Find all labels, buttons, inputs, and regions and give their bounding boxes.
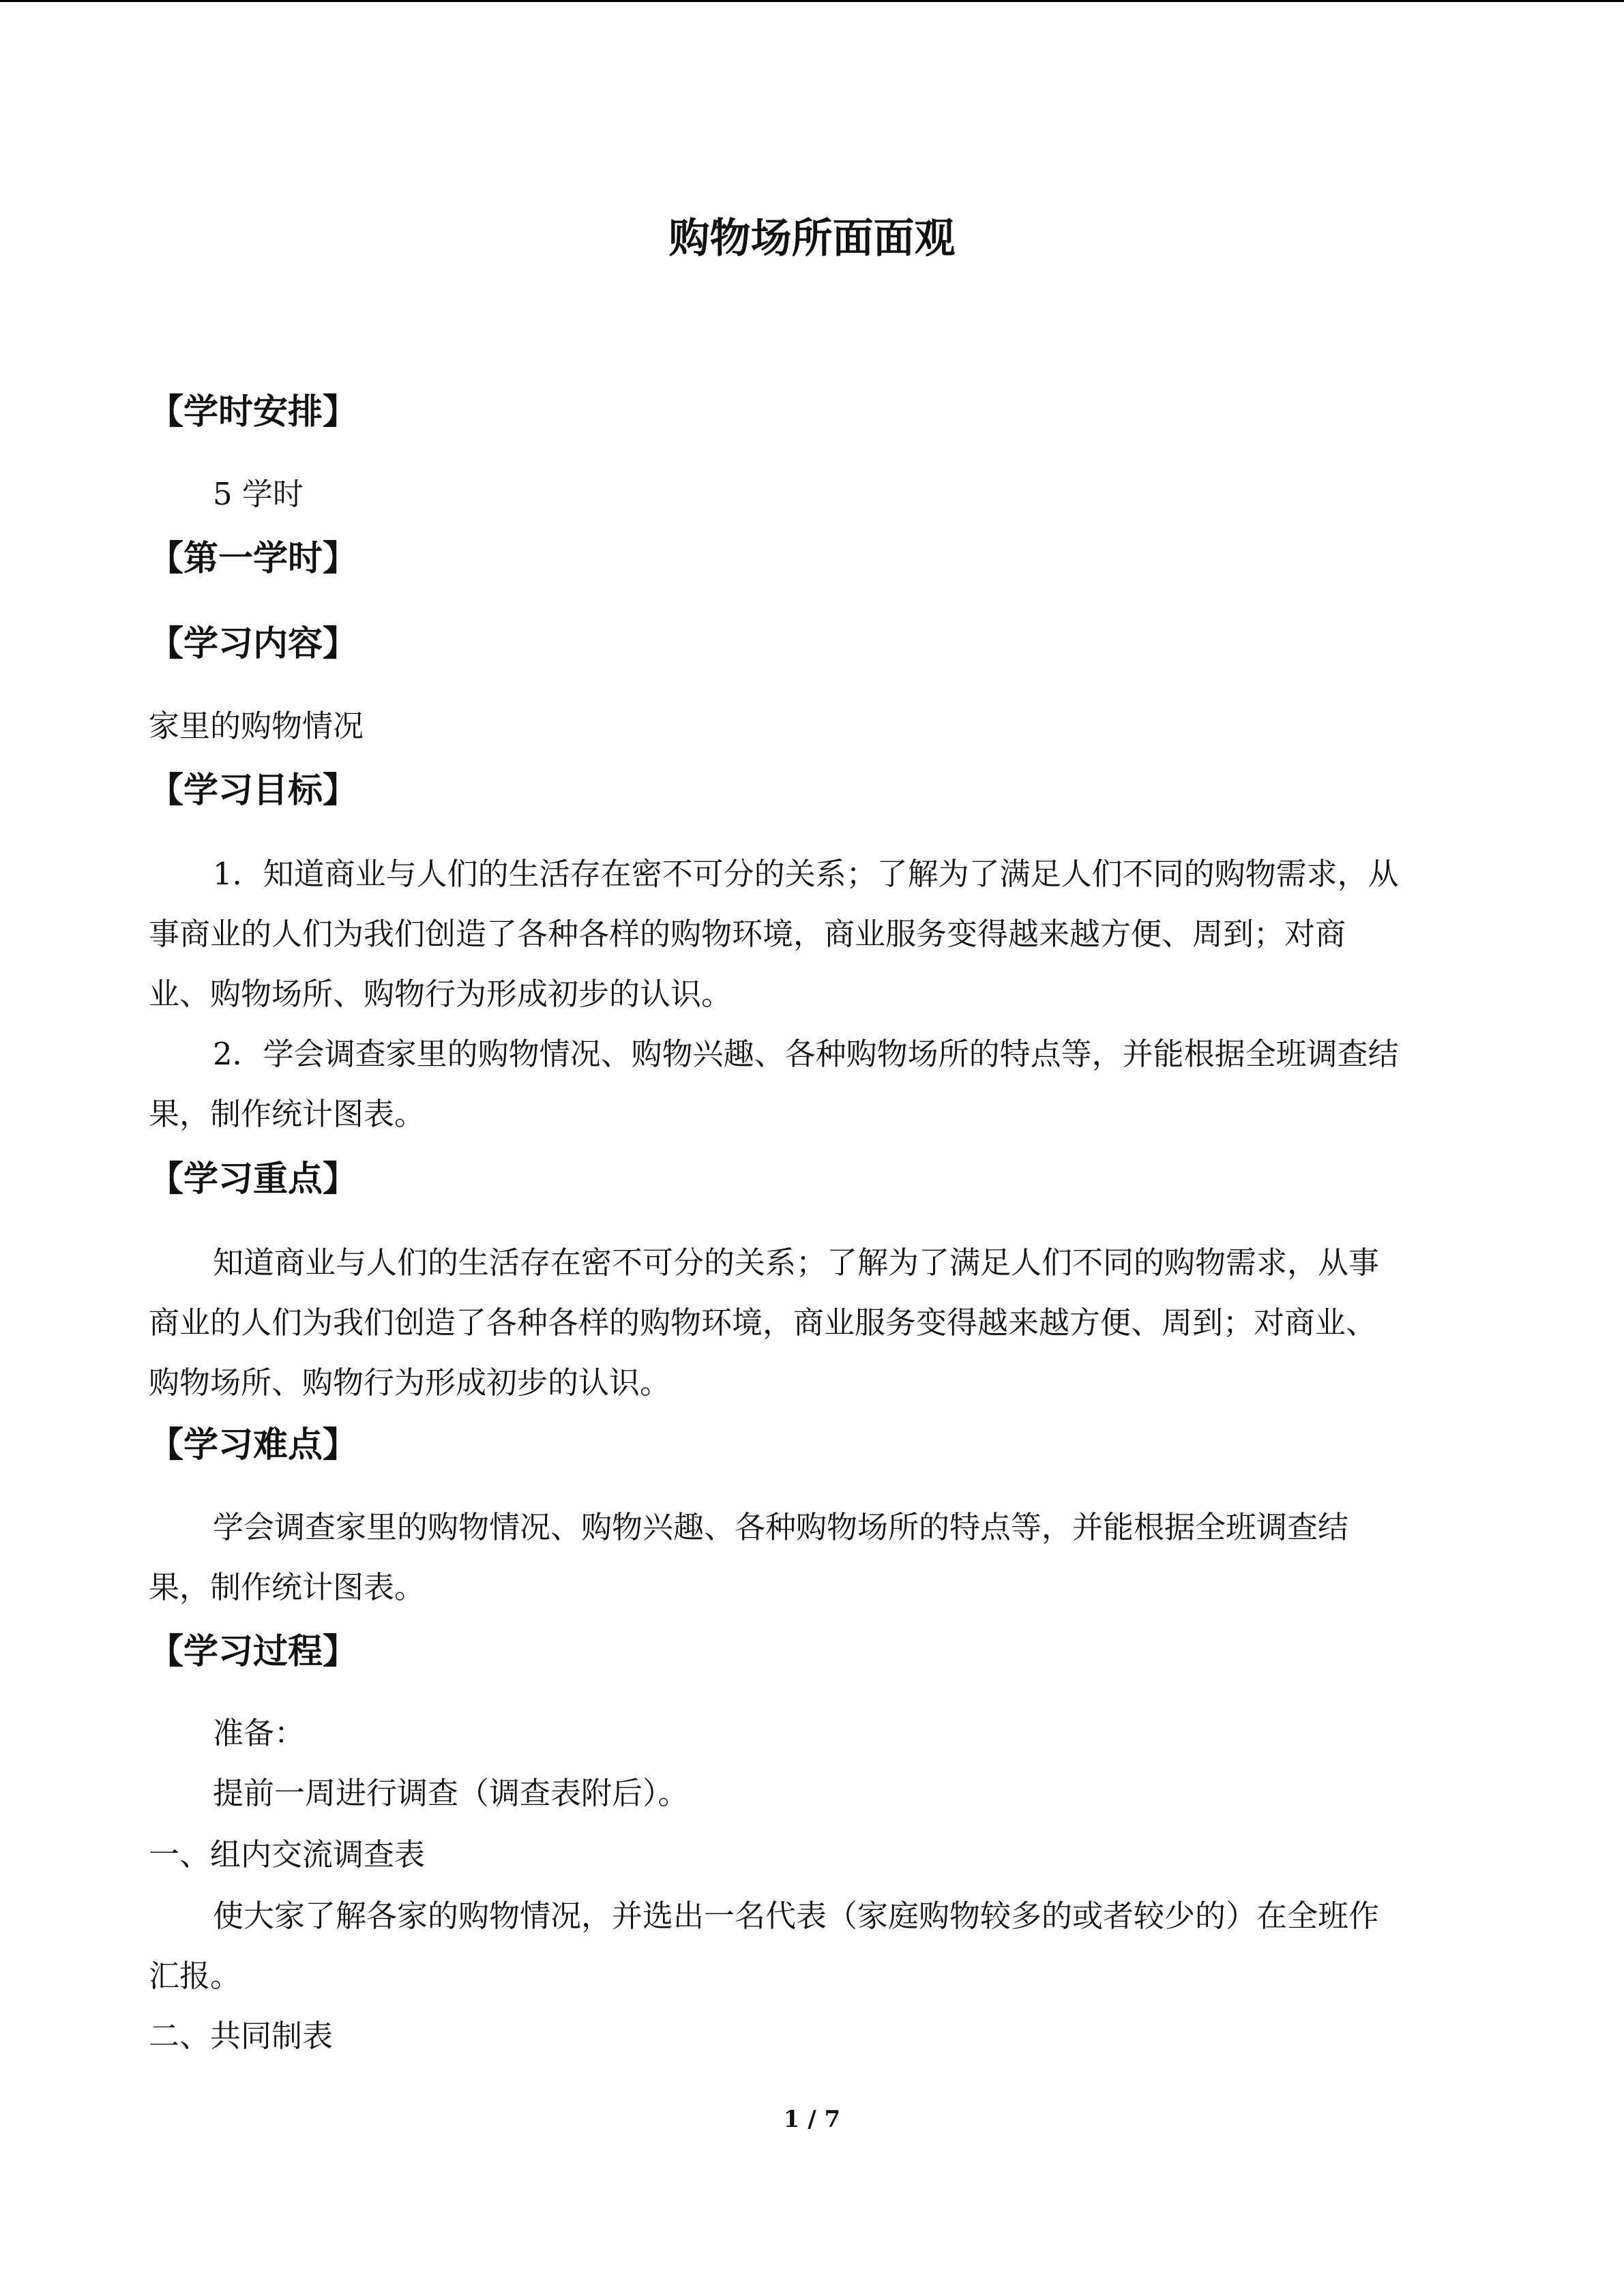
goals-line-1: 1．知道商业与人们的生活存在密不可分的关系；了解为了满足人们不同的购物需求，从 bbox=[213, 856, 1399, 892]
heading-difficulty: 【学习难点】 bbox=[149, 1425, 358, 1465]
content-text: 家里的购物情况 bbox=[149, 708, 364, 744]
key-line-1: 知道商业与人们的生活存在密不可分的关系；了解为了满足人们不同的购物需求，从事 bbox=[213, 1244, 1380, 1281]
difficulty-line-2: 果，制作统计图表。 bbox=[149, 1569, 426, 1605]
process-line-2: 提前一周进行调查（调查表附后）。 bbox=[213, 1775, 689, 1811]
key-line-3: 购物场所、购物行为形成初步的认识。 bbox=[149, 1365, 671, 1401]
heading-goals: 【学习目标】 bbox=[149, 771, 358, 811]
process-line-1: 准备： bbox=[213, 1715, 306, 1751]
heading-key-points: 【学习重点】 bbox=[149, 1159, 358, 1199]
goals-line-2: 事商业的人们为我们创造了各种各样的购物环境，商业服务变得越来越方便、周到；对商 bbox=[149, 916, 1346, 952]
heading-schedule: 【学时安排】 bbox=[149, 392, 358, 432]
document-title: 购物场所面面观 bbox=[668, 215, 956, 263]
goals-line-3: 业、购物场所、购物行为形成初步的认识。 bbox=[149, 976, 733, 1012]
process-line-3: 一、组内交流调查表 bbox=[149, 1836, 426, 1873]
process-line-6: 二、共同制表 bbox=[149, 2018, 334, 2054]
key-line-2: 商业的人们为我们创造了各种各样的购物环境，商业服务变得越来越方便、周到；对商业、 bbox=[149, 1304, 1377, 1341]
page-indicator: 1 / 7 bbox=[783, 2106, 841, 2133]
goals-line-4: 2．学会调查家里的购物情况、购物兴趣、各种购物场所的特点等，并能根据全班调查结 bbox=[213, 1036, 1399, 1072]
heading-content: 【学习内容】 bbox=[149, 624, 358, 664]
schedule-text: 5 学时 bbox=[213, 476, 304, 512]
difficulty-line-1: 学会调查家里的购物情况、购物兴趣、各种购物场所的特点等，并能根据全班调查结 bbox=[213, 1509, 1349, 1545]
goals-line-5: 果，制作统计图表。 bbox=[149, 1096, 426, 1132]
process-line-4: 使大家了解各家的购物情况，并选出一名代表（家庭购物较多的或者较少的）在全班作 bbox=[213, 1898, 1380, 1934]
process-line-5: 汇报。 bbox=[149, 1958, 241, 1994]
heading-first-period: 【第一学时】 bbox=[149, 539, 358, 579]
heading-process: 【学习过程】 bbox=[149, 1632, 358, 1672]
